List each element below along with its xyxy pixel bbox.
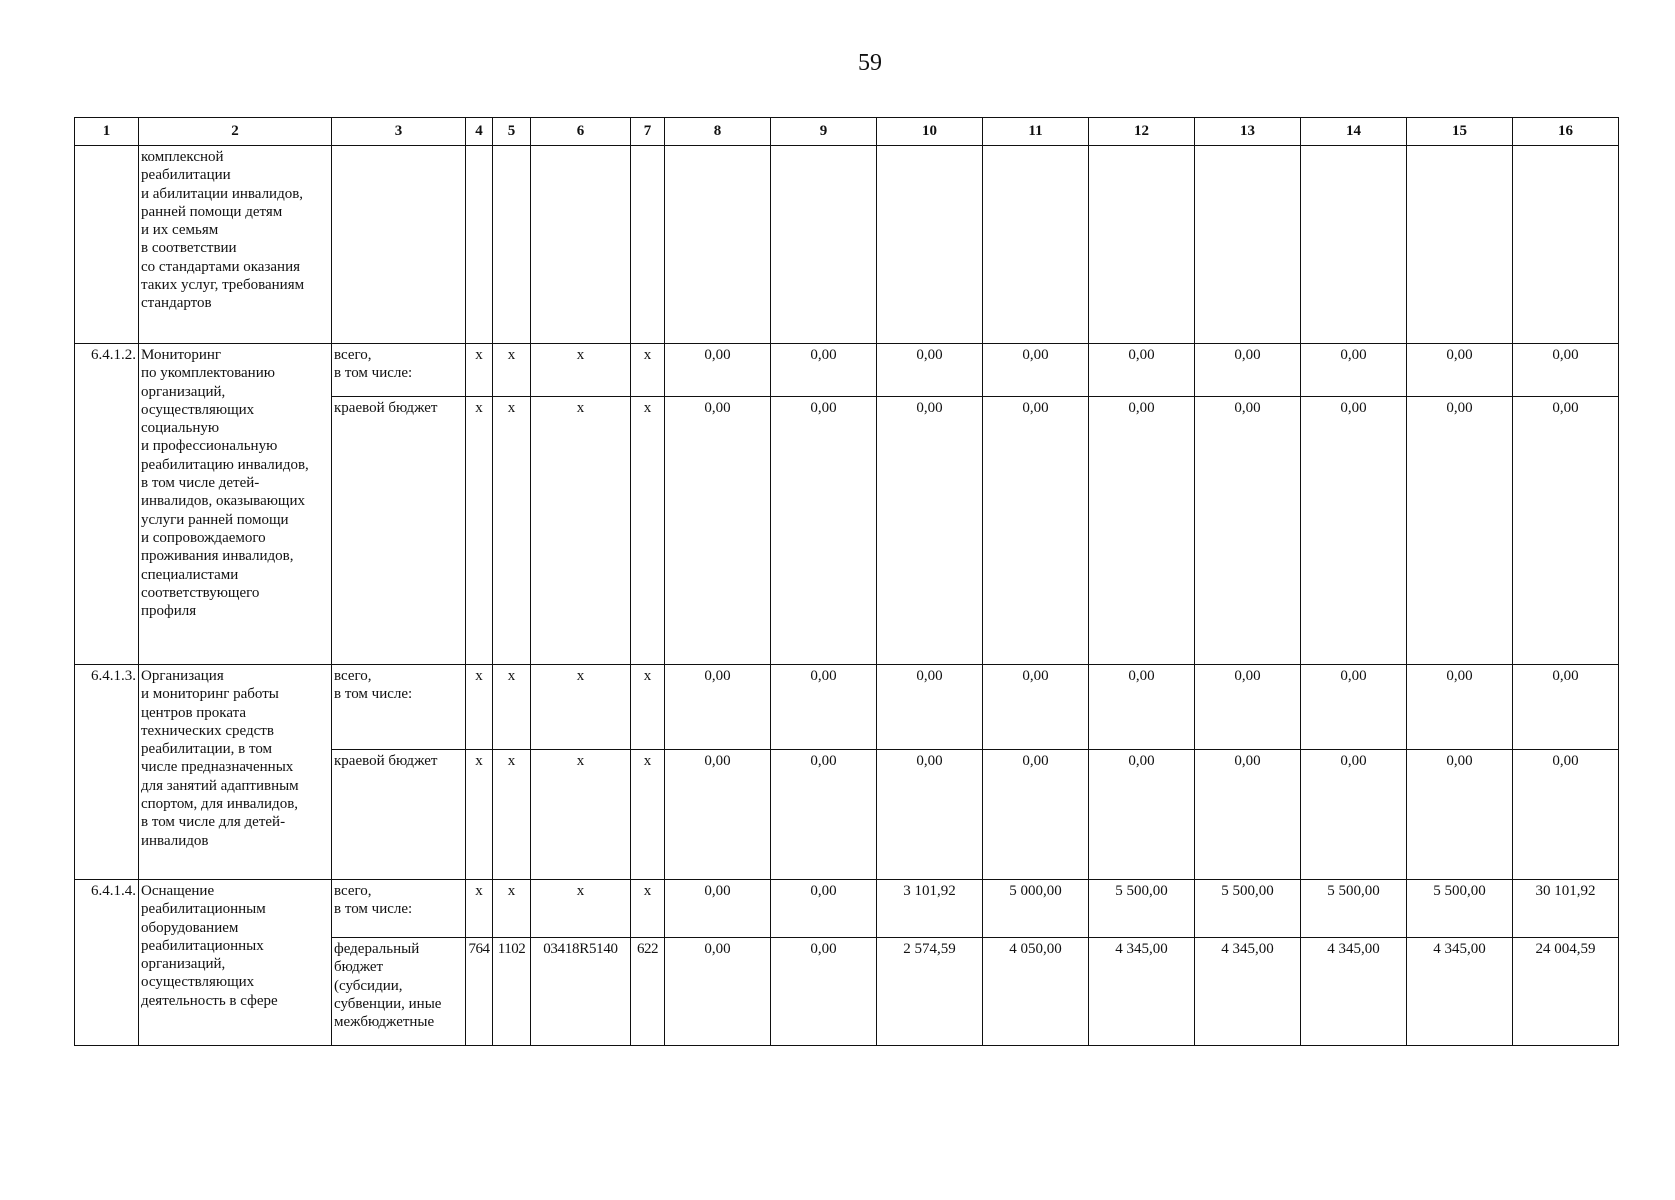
col-header: 7 xyxy=(631,118,665,146)
value-cell: 0,00 xyxy=(983,397,1089,665)
value-cell: 0,00 xyxy=(1089,397,1195,665)
value-cell: 5 500,00 xyxy=(1301,880,1407,938)
code-section: x xyxy=(493,397,531,665)
value-cell: 5 500,00 xyxy=(1407,880,1513,938)
value-cell: 5 500,00 xyxy=(1089,880,1195,938)
code-section: x xyxy=(493,344,531,397)
value-cell: 5 000,00 xyxy=(983,880,1089,938)
value-cell: 0,00 xyxy=(1301,397,1407,665)
value-cell: 0,00 xyxy=(877,750,983,880)
value-cell: 0,00 xyxy=(877,344,983,397)
col-header: 10 xyxy=(877,118,983,146)
code-target: x xyxy=(531,344,631,397)
value-cell: 0,00 xyxy=(1195,750,1301,880)
value-cell: 0,00 xyxy=(771,938,877,1046)
value-cell: 5 500,00 xyxy=(1195,880,1301,938)
value-cell: 0,00 xyxy=(665,344,771,397)
value-cell: 4 345,00 xyxy=(1195,938,1301,1046)
code-expense-type: x xyxy=(631,344,665,397)
value-cell: 4 345,00 xyxy=(1407,938,1513,1046)
code-expense-type: x xyxy=(631,750,665,880)
item-number: 6.4.1.2. xyxy=(75,344,139,665)
value-cell: 0,00 xyxy=(771,750,877,880)
item-number: 6.4.1.3. xyxy=(75,665,139,880)
value-cell: 0,00 xyxy=(983,665,1089,750)
value-cell: 3 101,92 xyxy=(877,880,983,938)
value-cell: 0,00 xyxy=(665,750,771,880)
code-expense-type: x xyxy=(631,397,665,665)
code-grbs: x xyxy=(466,344,493,397)
funding-source: краевой бюджет xyxy=(332,397,466,665)
value-cell: 0,00 xyxy=(1301,665,1407,750)
code-section: x xyxy=(493,880,531,938)
funding-source: всего, в том числе: xyxy=(332,880,466,938)
funding-source: федеральный бюджет (субсидии, субвенции, иные межбюджетные xyxy=(332,938,466,1046)
event-name: Мониторинг по укомплектованию организаций, осуществляющих социальную и профессиональную реабилитацию инвалидов, в том числе детей- инвалидов, оказывающих услуги ранней помощи и сопровождаемого проживания инвалидов, специалистами соответствующего профиля xyxy=(139,344,332,665)
value-cell: 2 574,59 xyxy=(877,938,983,1046)
value-cell: 0,00 xyxy=(1195,665,1301,750)
code-grbs: 764 xyxy=(466,938,493,1046)
col-header: 13 xyxy=(1195,118,1301,146)
value-cell: 0,00 xyxy=(665,880,771,938)
value-cell: 30 101,92 xyxy=(1513,880,1619,938)
value-cell: 4 050,00 xyxy=(983,938,1089,1046)
col-header: 1 xyxy=(75,118,139,146)
value-cell: 0,00 xyxy=(771,665,877,750)
value-cell: 0,00 xyxy=(665,397,771,665)
code-grbs: x xyxy=(466,880,493,938)
code-target: x xyxy=(531,880,631,938)
code-target: 03418R5140 xyxy=(531,938,631,1046)
value-cell: 0,00 xyxy=(1301,344,1407,397)
value-cell: 0,00 xyxy=(1513,665,1619,750)
event-name: комплексной реабилитации и абилитации инвалидов, ранней помощи детям и их семьям в соответствии со стандартами оказания таких услуг, требованиям стандартов xyxy=(139,146,332,344)
value-cell: 24 004,59 xyxy=(1513,938,1619,1046)
value-cell: 0,00 xyxy=(983,750,1089,880)
value-cell: 0,00 xyxy=(1407,665,1513,750)
value-cell: 0,00 xyxy=(1301,750,1407,880)
event-name: Организация и мониторинг работы центров проката технических средств реабилитации, в том числе предназначенных для занятий адаптивным спортом, для инвалидов, в том числе для детей- инвалидов xyxy=(139,665,332,880)
value-cell: 0,00 xyxy=(771,397,877,665)
col-header: 6 xyxy=(531,118,631,146)
value-cell: 4 345,00 xyxy=(1301,938,1407,1046)
code-section: 1102 xyxy=(493,938,531,1046)
col-header: 11 xyxy=(983,118,1089,146)
code-expense-type: x xyxy=(631,880,665,938)
value-cell: 0,00 xyxy=(1089,344,1195,397)
item-number: 6.4.1.4. xyxy=(75,880,139,1046)
code-target: x xyxy=(531,665,631,750)
col-header: 5 xyxy=(493,118,531,146)
header-row xyxy=(75,118,1619,146)
value-cell: 0,00 xyxy=(1089,750,1195,880)
value-cell: 0,00 xyxy=(1089,665,1195,750)
code-section: x xyxy=(493,665,531,750)
budget-table xyxy=(74,117,1619,1046)
value-cell: 0,00 xyxy=(1407,750,1513,880)
value-cell: 0,00 xyxy=(1513,750,1619,880)
value-cell: 0,00 xyxy=(1513,344,1619,397)
table-row xyxy=(75,344,1619,397)
col-header: 2 xyxy=(139,118,332,146)
value-cell: 0,00 xyxy=(771,880,877,938)
event-name: Оснащение реабилитационным оборудованием реабилитационных организаций, осуществляющих деятельность в сфере xyxy=(139,880,332,1046)
col-header: 9 xyxy=(771,118,877,146)
table-row xyxy=(75,880,1619,938)
code-target: x xyxy=(531,750,631,880)
value-cell: 0,00 xyxy=(877,397,983,665)
col-header: 3 xyxy=(332,118,466,146)
code-grbs: x xyxy=(466,397,493,665)
table-row xyxy=(75,665,1619,750)
table-row-continuation xyxy=(75,146,1619,344)
code-expense-type: 622 xyxy=(631,938,665,1046)
col-header: 4 xyxy=(466,118,493,146)
code-expense-type: x xyxy=(631,665,665,750)
col-header: 8 xyxy=(665,118,771,146)
code-grbs: x xyxy=(466,665,493,750)
funding-source: краевой бюджет xyxy=(332,750,466,880)
value-cell: 0,00 xyxy=(1195,344,1301,397)
value-cell: 0,00 xyxy=(665,938,771,1046)
code-target: x xyxy=(531,397,631,665)
value-cell: 0,00 xyxy=(665,665,771,750)
value-cell: 0,00 xyxy=(877,665,983,750)
value-cell: 4 345,00 xyxy=(1089,938,1195,1046)
funding-source: всего, в том числе: xyxy=(332,665,466,750)
value-cell: 0,00 xyxy=(1195,397,1301,665)
funding-source: всего, в том числе: xyxy=(332,344,466,397)
code-grbs: x xyxy=(466,750,493,880)
col-header: 15 xyxy=(1407,118,1513,146)
value-cell: 0,00 xyxy=(983,344,1089,397)
value-cell: 0,00 xyxy=(1407,344,1513,397)
col-header: 12 xyxy=(1089,118,1195,146)
col-header: 16 xyxy=(1513,118,1619,146)
code-section: x xyxy=(493,750,531,880)
value-cell: 0,00 xyxy=(1513,397,1619,665)
value-cell: 0,00 xyxy=(1407,397,1513,665)
col-header: 14 xyxy=(1301,118,1407,146)
value-cell: 0,00 xyxy=(771,344,877,397)
page-number: 59 xyxy=(858,50,882,76)
